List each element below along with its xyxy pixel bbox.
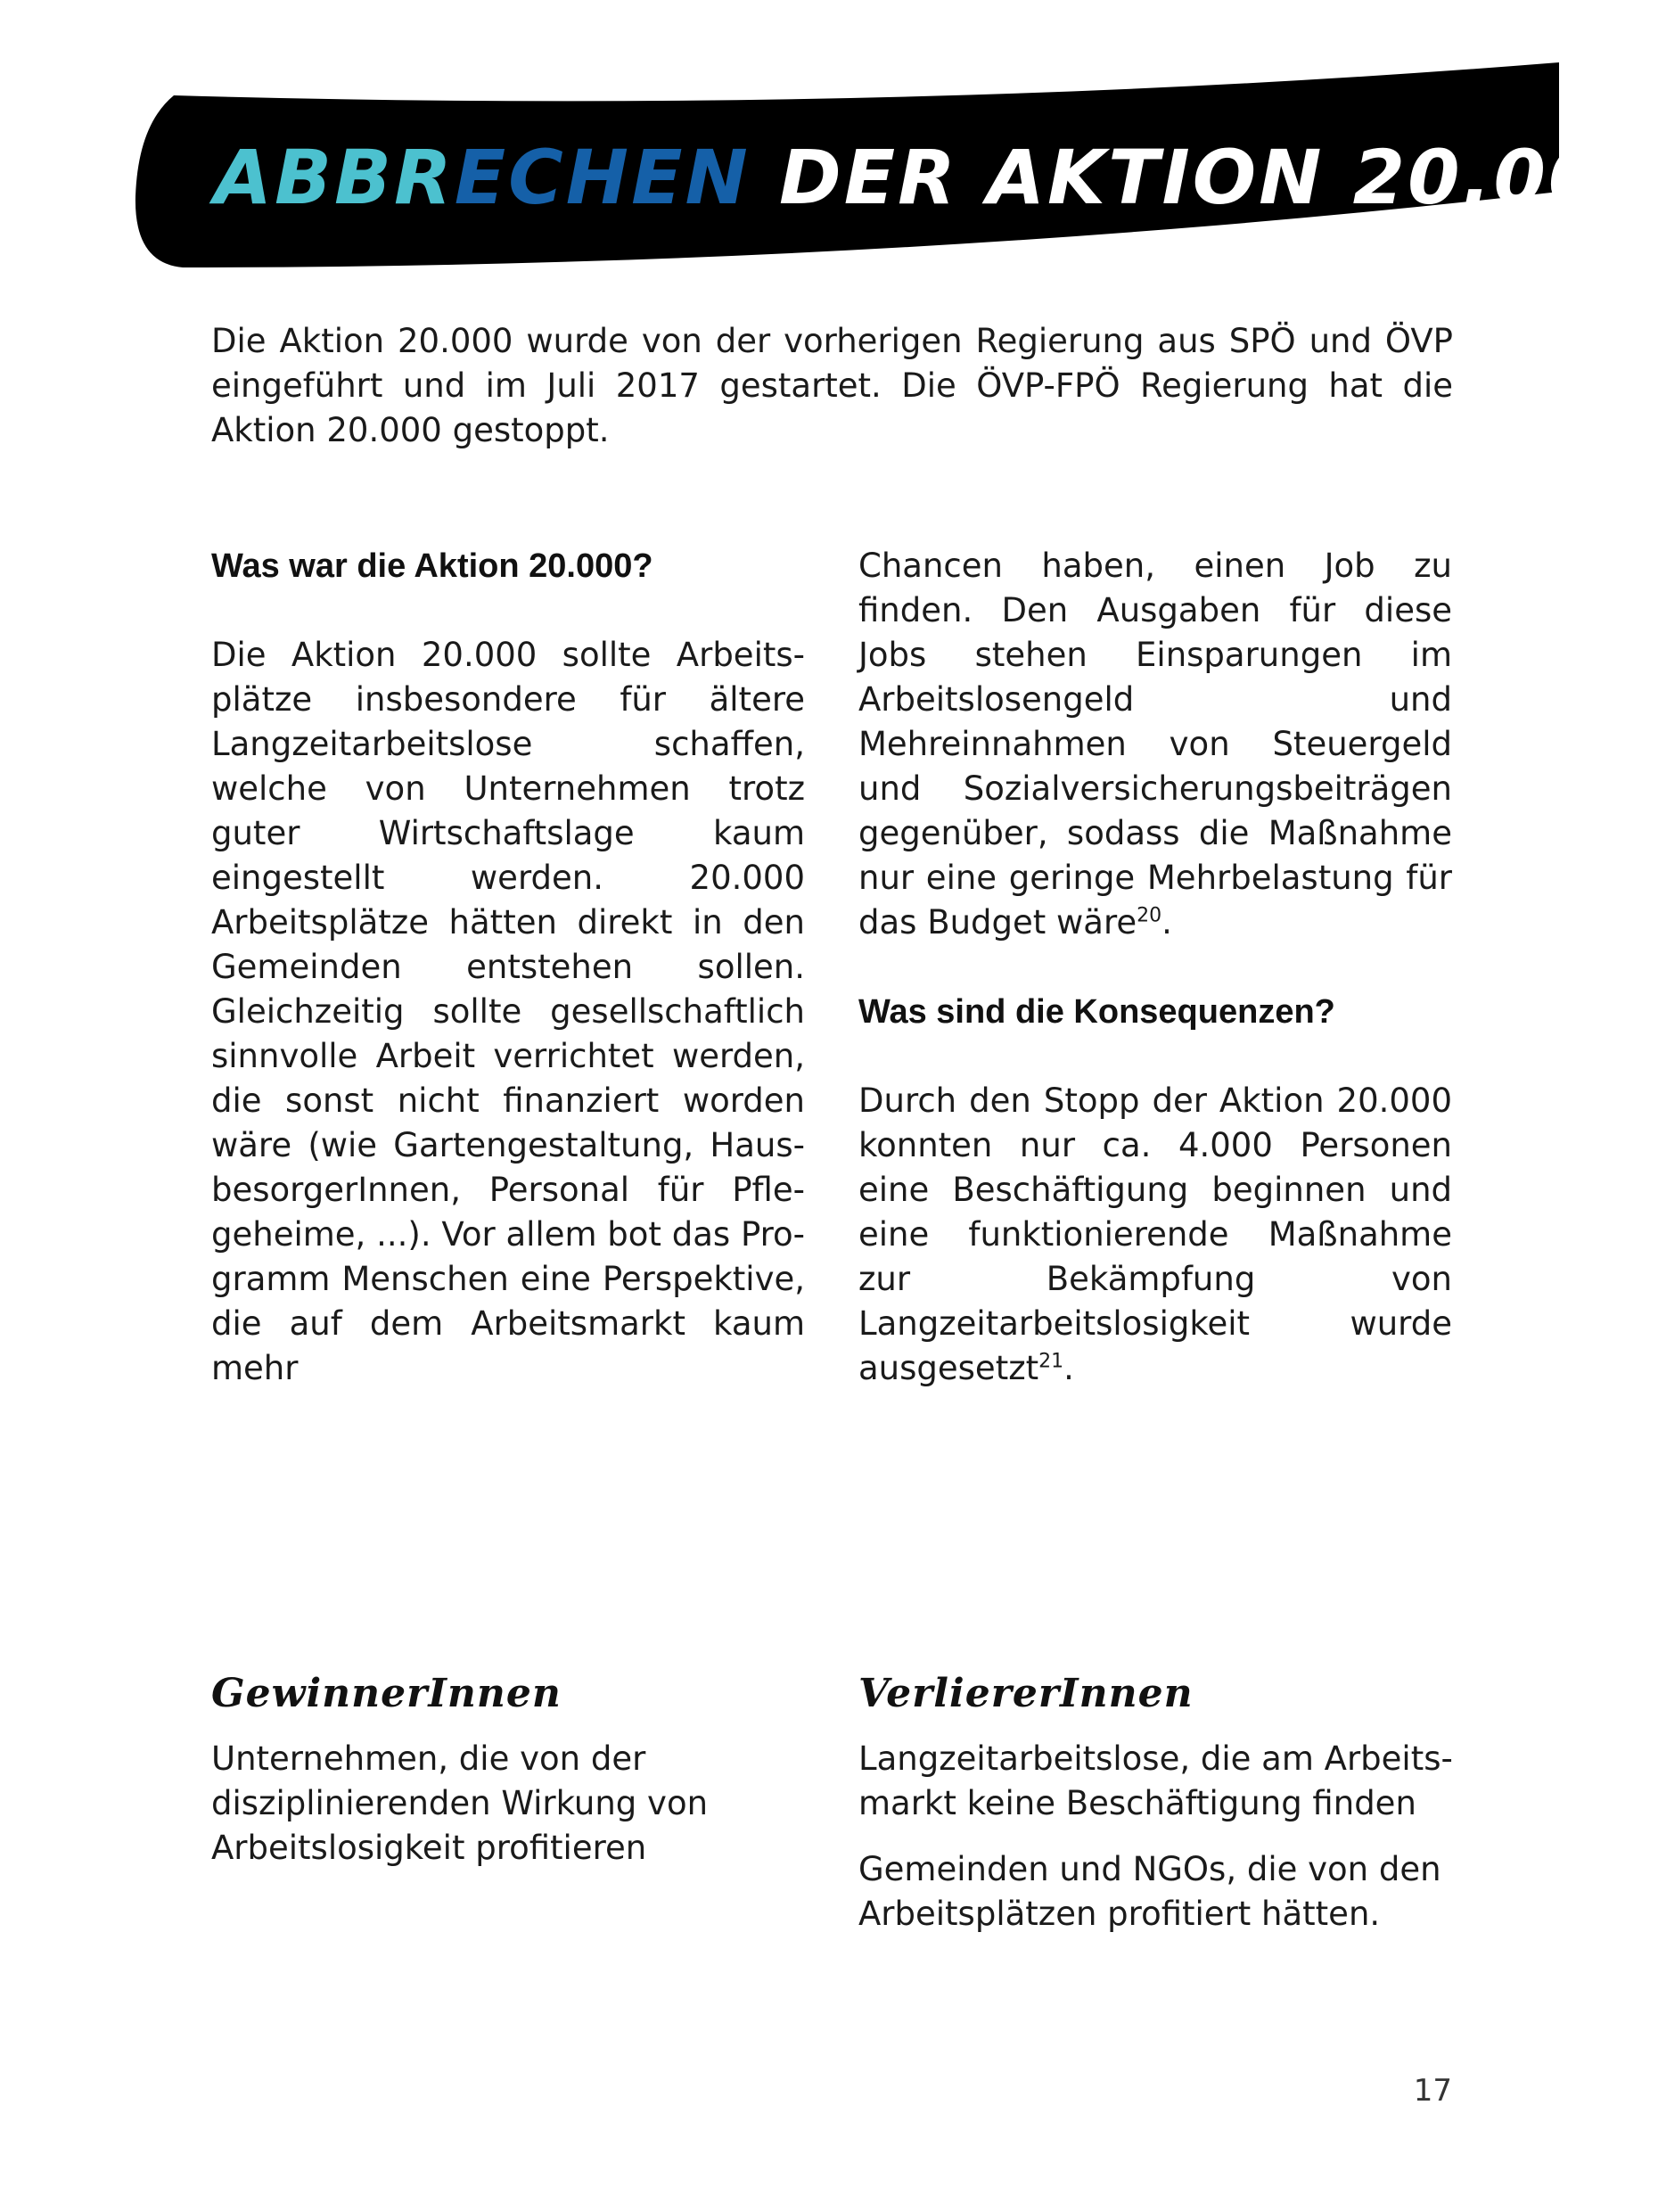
consequences-paragraph-text: Durch den Stopp der Aktion 20.000 konnten nur ca. 4.000 Personen eine Beschäftigung beginnen und eine funktionierende Maßnahme zur Bekämpfung von Langzeitarbeitslosigkeit wurde ausgesetzt [858,1081,1452,1387]
losers-title: VerliererInnen [858,1671,1194,1716]
losers-box [858,1667,1465,1958]
page-title-part1: ABBR [214,134,455,221]
right-column [858,544,1452,1391]
page-title-part3: DER AKTION 20.000 [750,134,1658,221]
footnote-ref-20[interactable]: 20 [1137,904,1162,927]
page-number: 17 [1413,2073,1452,2109]
winners-item: Unternehmen, die von der disziplinierenden Wirkung von Arbeitslosigkeit profitieren [211,1739,709,1867]
winners-box [211,1667,817,1892]
page-title-part2: ECHEN [454,134,751,221]
section-heading-what-was: Was war die Aktion 20.000? [211,547,653,585]
intro-paragraph: Die Aktion 20.000 wurde von der vorherigen Regierung aus SPÖ und ÖVP eingeführt und im Juli 2017 gestartet. Die ÖVP-FPÖ Regierung hat die Aktion 20.000 gestoppt. [211,322,1453,449]
section-heading-consequences: Was sind die Konsequenzen? [858,993,1335,1031]
section-paragraph-what-was: Die Aktion 20.000 sollte Arbeitsplätze insbesondere für ältere Langzeitarbeitslose schaffen, welche von Unternehmen trotz guter Wirtschaftslage kaum eingestellt werden. 20.000 Arbeitsplätze hätten direkt in den Gemeinden entstehen sollen. Gleichzeitig sollte gesellschaftlich sinnvolle Arbeit verrichtet werden, die sonst nicht finanziert worden wäre (wie Gartengestaltung, HausbesorgerInnen, Personal für Pflegeheime, ...). Vor allem bot das Programm Menschen eine Perspektive, die auf dem Arbeitsmarkt kaum mehr [211,636,805,1387]
consequences-paragraph [858,1079,1452,1391]
consequences-paragraph-end: . [1063,1349,1074,1387]
continued-paragraph-text: Chancen haben, einen Job zu finden. Den Ausgaben für diese Jobs stehen Einsparungen im Arbeitslosengeld und Mehreinnahmen von Steuergeld und Sozialversicherungsbeiträgen gegenüber, sodass die Maßnahme nur eine geringe Mehrbelastung für das Budget wäre [858,547,1452,942]
winners-title: GewinnerInnen [211,1671,562,1716]
losers-item: Gemeinden und NGOs, die von den Arbeitsplätzen profitiert hätten. [858,1850,1441,1933]
continued-paragraph [858,544,1452,945]
footnote-ref-21[interactable]: 21 [1038,1350,1064,1373]
continued-paragraph-end: . [1161,903,1172,942]
left-column [211,544,805,1391]
page-title [214,134,1658,221]
losers-item: Langzeitarbeitslose, die am Arbeitsmarkt keine Beschäftigung finden [858,1739,1453,1822]
